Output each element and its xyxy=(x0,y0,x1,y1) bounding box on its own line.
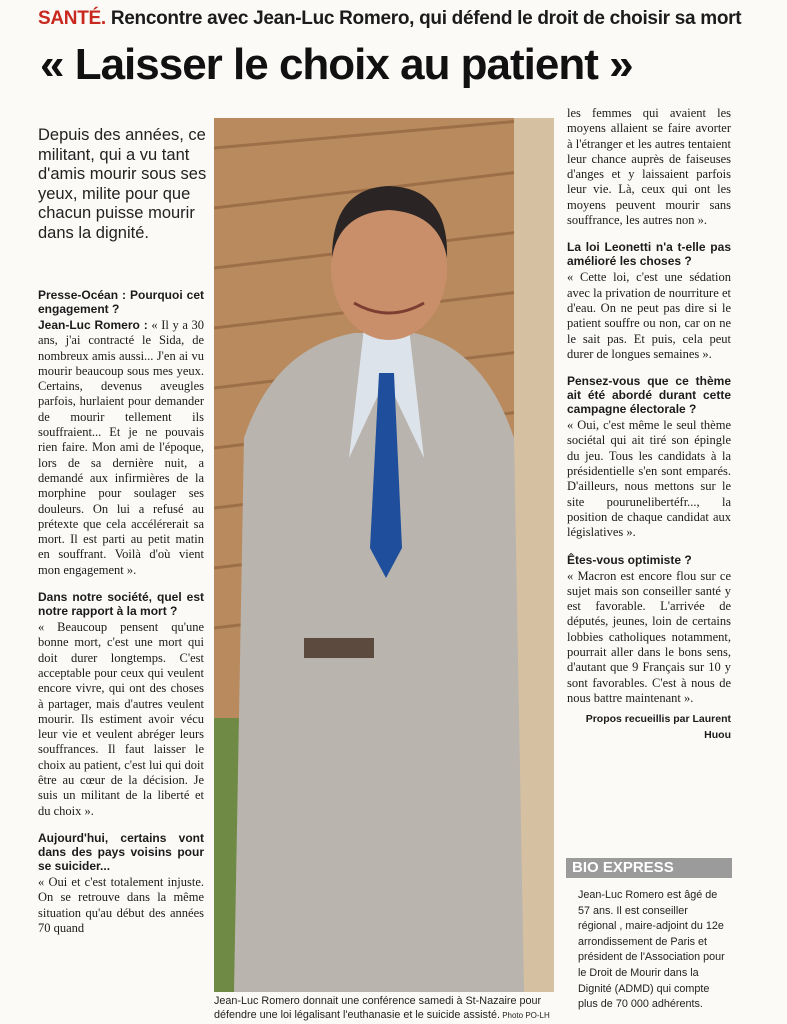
kicker-text: Rencontre avec Jean-Luc Romero, qui défend le droit de choisir sa mort xyxy=(105,8,742,29)
question-3: Aujourd'hui, certains vont dans des pays voisins pour se suicider... xyxy=(38,830,204,873)
column-left xyxy=(38,288,204,942)
answer-1-text: « Il y a 30 ans, j'ai contracté le Sida, de nombreux amis aussi... J'en ai vu mourir beaucoup sous mes yeux. Certains, devenus aveugles parfois, hurlaient pour demander de mourir tellement ils souffraient... Et je ne pouvais rien faire. Mon ami de l'époque, lors de sa dernière nuit, a demandé aux infirmières de la morphine pour soulager ses douleurs. On lui a refusé au prétexte que cela accélérerait sa mort. Il est parti au petit matin en souffrant. Voilà d'où vient mon engagement ». xyxy=(38,318,204,577)
headline: « Laisser le choix au patient » xyxy=(40,40,633,89)
question-4: La loi Leonetti n'a t-elle pas amélioré les choses ? xyxy=(567,240,731,269)
lead-paragraph: Depuis des années, ce militant, qui a vu tant d'amis mourir sous ses yeux, milite pour que chacun puisse mourir dans la dignité. xyxy=(38,126,207,242)
portrait-photo xyxy=(214,118,554,992)
question-6: Êtes-vous optimiste ? xyxy=(567,552,692,567)
photo-caption xyxy=(214,994,559,1023)
portrait-illustration xyxy=(214,118,554,992)
answer-3-continued: les femmes qui avaient les moyens allaient se faire avorter à l'étranger et les autres tentaient leur chance auprès de faiseuses d'anges et y laissaient parfois leur vie. Là, ceux qui ont les moyens peuvent mourir sans souffrance, les autres non ». xyxy=(567,106,731,228)
question-1: Presse-Océan : Pourquoi cet engagement ? xyxy=(38,288,204,316)
bio-express-header: BIO EXPRESS xyxy=(566,858,732,878)
question-2: Dans notre société, quel est notre rapport à la mort ? xyxy=(38,590,204,619)
author-signature: Propos recueillis par Laurent Huou xyxy=(585,713,731,741)
speaker-name: Jean-Luc Romero : xyxy=(38,318,148,332)
answer-5: « Oui, c'est même le seul thème sociétal qui ait tiré son épingle du jeu. Tous les candidats à la présidentielle s'en sont emparés. D'ailleurs, nous mettons sur le site pourunelibertéfr..., la position de chaque candidat aux législatives ». xyxy=(567,418,731,540)
answer-4: « Cette loi, c'est une sédation avec la privation de nourriture et d'eau. On ne peut pas dire si le patient souffre ou non, car on ne le sait pas. Et puis, cela peut durer de longues semaines ». xyxy=(567,270,731,361)
question-5: Pensez-vous que ce thème ait été abordé durant cette campagne électorale ? xyxy=(567,374,731,417)
section-tag: SANTÉ. xyxy=(38,8,106,29)
column-right xyxy=(567,106,731,743)
answer-1 xyxy=(38,318,204,578)
answer-2: « Beaucoup pensent qu'une bonne mort, c'est une mort qui doit durer longtemps. C'est acceptable pour ceux qui veulent encore vivre, qui ont des choses à partager, mais d'autres veulent mourir. Ils estiment avoir vécu leur vie et veulent abréger leurs souffrances. Il faut laisser le choix au patient, c'est lui qui doit être au cœur de la décision. Je suis un militant de la liberté et du choix ». xyxy=(38,620,204,818)
photo-credit: Photo PO-LH xyxy=(499,1011,550,1020)
caption-text: Jean-Luc Romero donnait une conférence samedi à St-Nazaire pour défendre une loi légalisant l'euthanasie et le suicide assisté. xyxy=(214,995,542,1021)
kicker xyxy=(38,8,741,30)
answer-6: « Macron est encore flou sur ce sujet mais son conseiller santé y est favorable. L'arrivée de députés, jeunes, loin de certains lobbies catholiques notamment, pourrait aller dans le bons sens, d'autant que 9 Français sur 10 y sont favorables. C'est à nous de nous battre maintenant ». xyxy=(567,568,731,705)
bio-express-text: Jean-Luc Romero est âgé de 57 ans. Il est conseiller régional , maire-adjoint du 12e arrondissement de Paris et président de l'Association pour le Droit de Mourir dans la Dignité (ADMD) qui compte plus de 70 000 adhérents. xyxy=(578,889,725,1011)
answer-3: « Oui et c'est totalement injuste. On se retrouve dans la même situation qu'au début des années 70 quand xyxy=(38,874,204,935)
